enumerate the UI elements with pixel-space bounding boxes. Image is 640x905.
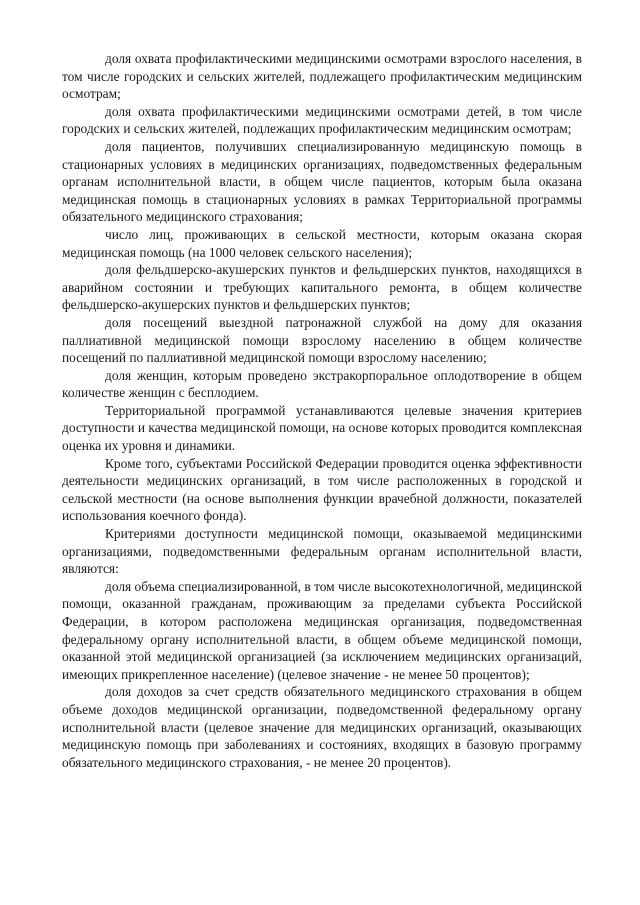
- paragraph-federal-criteria-intro: Критериями доступности медицинской помощи, оказываемой медицинскими организациями, подведомственными федеральным органам исполнительной власти, являются:: [62, 526, 582, 577]
- paragraph-adult-checkups: доля охвата профилактическими медицинскими осмотрами взрослого населения, в том числе городских и сельских жителей, подлежащего профилактическим медицинским осмотрам;: [62, 51, 582, 102]
- paragraph-target-values: Территориальной программой устанавливаются целевые значения критериев доступности и качества медицинской помощи, на основе которых проводится комплексная оценка их уровня и динамики.: [62, 402, 582, 454]
- paragraph-palliative-visits: доля посещений выездной патронажной службой на дому для оказания паллиативной медицинской помощи взрослому населению в общем количестве посещений по паллиативной медицинской помощи взрослому населению;: [62, 314, 582, 366]
- document-page: [62, 50, 582, 771]
- paragraph-oms-income-share: доля доходов за счет средств обязательного медицинского страхования в общем объеме доходов медицинской организации, подведомственной федеральному органу исполнительной власти (целевое значение для медицинских организаций, оказывающих медицинскую помощь при заболеваниях и состояниях, входящих в базовую программу обязательного медицинского страхования, - не менее 20 процентов).: [62, 684, 582, 770]
- paragraph-inpatient-federal: доля пациентов, получивших специализированную медицинскую помощь в стационарных условиях в медицинских организациях, подведомственных федеральным органам исполнительной власти, в общем числе пациентов, которым была оказана медицинская помощь в стационарных условиях в рамках Территориальной программы обязательного медицинского страхования;: [62, 138, 582, 225]
- paragraph-child-checkups: доля охвата профилактическими медицинскими осмотрами детей, в том числе городских и сельских жителей, подлежащих профилактическим медицинским осмотрам;: [62, 103, 582, 137]
- paragraph-efficiency-assessment: Кроме того, субъектами Российской Федерации проводится оценка эффективности деятельности медицинских организаций, в том числе расположенных в городской и сельской местности (на основе выполнения функции врачебной должности, показателей использования коечного фонда).: [62, 455, 582, 524]
- paragraph-ivf: доля женщин, которым проведено экстракорпоральное оплодотворение в общем количестве женщин с бесплодием.: [62, 367, 582, 401]
- paragraph-rural-ambulance: число лиц, проживающих в сельской местности, которым оказана скорая медицинская помощь (на 1000 человек сельского населения);: [62, 226, 582, 260]
- paragraph-feldsher-points: доля фельдшерско-акушерских пунктов и фельдшерских пунктов, находящихся в аварийном состоянии и требующих капитального ремонта, в общем количестве фельдшерско-акушерских пунктов и фельдшерских пунктов;: [62, 262, 582, 313]
- paragraph-out-of-region-care: доля объема специализированной, в том числе высокотехнологичной, медицинской помощи, оказанной гражданам, проживающим за пределами субъекта Российской Федерации, в котором расположена медицинская организация, подведомственная федеральному органу исполнительной власти, в общем объеме медицинской помощи, оказанной этой медицинской организацией (за исключением медицинских организаций, имеющих прикрепленное население) (целевое значение - не менее 50 процентов);: [62, 578, 582, 682]
